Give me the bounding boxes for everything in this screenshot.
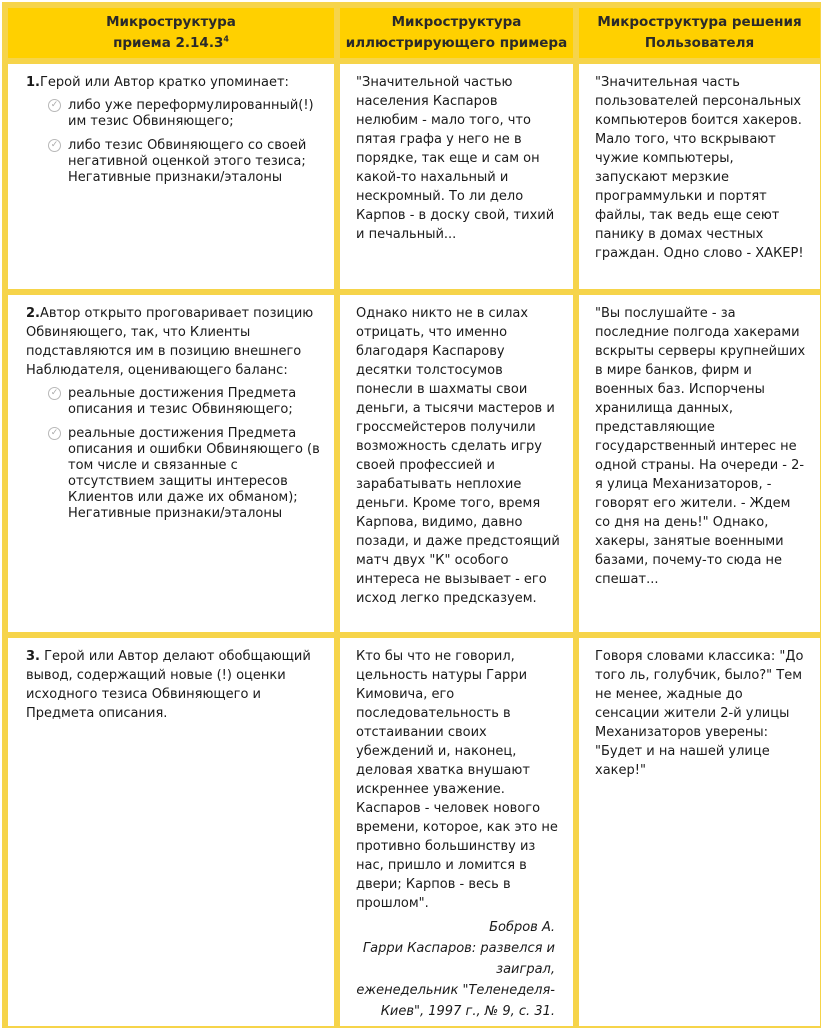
row2-example-cell [340, 295, 573, 632]
citation-line: заиграл, [496, 962, 555, 977]
row2-example-text: Однако никто не в силах отрицать, что именно благодаря Каспарову десятки толстосумов понесли в шахматы свои деньги, а тысячи мастеров и гроссмейстеров получили возможность сделать игру своей профессией и зарабатывать неплохие деньги. Кроме того, время Карпова, видимо, давно позади, и даже предстоящий матч двух "К" особого интереса не вызывает - его исход легко предсказуем. [356, 306, 560, 606]
row2-solution-text: "Вы послушайте - за последние полгода хакерами вскрыты серверы крупнейших в мире банков, фирм и военных баз. Испорчены хранилища данных, представляющие государственный интерес не одной страны. На очереди - 2-я улица Механизаторов, - говорят его жители. - Ждем со дня на день!" Однако, хакеры, занятые военными базами, почему-то сюда не спешат... [595, 306, 806, 587]
check-circle-icon: ✓ [48, 99, 61, 112]
header-col-solution [579, 8, 820, 58]
header-col-example [340, 8, 573, 58]
row1-example-cell [340, 64, 573, 289]
header-col3-line1: Микроструктура решения [597, 14, 802, 30]
row3-example-text: Кто бы что не говорил, цельность натуры Гарри Кимовича, его последовательность в отстаивании своих убеждений и, наконец, деловая хватка внушают искреннее уважение. Каспаров - человек нового времени, которое, как это не противно большинству из нас, пришло и ломится в двери; Карпов - весь в прошлом". [356, 649, 558, 911]
footnote-marker: 4 [223, 34, 229, 44]
check-circle-icon: ✓ [48, 139, 61, 152]
row3-solution-cell [579, 638, 820, 1026]
header-col1-line1: Микроструктура [106, 14, 236, 30]
row3-technique-cell [8, 638, 334, 1026]
list-item: ✓ реальные достижения Предмета описания и тезис Обвиняющего; [48, 386, 324, 418]
row1-solution-text: "Значительная часть пользователей персональных компьютеров боится хакеров. Мало того, что вскрывают чужие компьютеры, запускают мерзкие программульки и портят файлы, так ведь еще сеют панику в домах честных граждан. Одно слово - ХАКЕР! [595, 75, 804, 261]
citation-line: Гарри Каспаров: развелся и [362, 941, 555, 956]
header-col2-line2: иллюстрирующего примера [345, 35, 568, 51]
list-item: ✓ либо уже переформулированный(!) им тезис Обвиняющего; [48, 98, 324, 130]
row3-solution-text: Говоря словами классика: "До того ль, голубчик, было?" Тем не менее, жадные до сенсации жители 2-й улицы Механизаторов уверены: "Будет и на нашей улице хакер!" [595, 649, 804, 778]
row3-intro: 3. Герой или Автор делают обобщающий вывод, содержащий новые (!) оценки исходного тезиса Обвиняющего и Предмета описания. [26, 649, 311, 721]
row1-intro: 1.Герой или Автор кратко упоминает: [26, 75, 289, 90]
header-col1-line2: приема 2.14.3$^4$ [113, 34, 229, 51]
list-item: ✓ либо тезис Обвиняющего со своей негативной оценкой этого тезиса; Негативные признаки/эталоны [48, 138, 324, 186]
citation-line: Бобров А. [489, 920, 555, 935]
check-circle-icon: ✓ [48, 427, 61, 440]
list-item: ✓ реальные достижения Предмета описания и ошибки Обвиняющего (в том числе и связанные с отсутствием защиты интересов Клиентов или даже их обманом); Негативные признаки/эталоны [48, 426, 324, 522]
row2-solution-cell [579, 295, 820, 632]
table-frame [2, 2, 821, 1028]
row2-list [26, 386, 324, 522]
row1-solution-cell [579, 64, 820, 289]
check-circle-icon: ✓ [48, 387, 61, 400]
row2-intro: 2.Автор открыто проговаривает позицию Обвиняющего, так, что Клиенты подставляются им в позицию внешнего Наблюдателя, оценивающего баланс: [26, 306, 314, 378]
row1-list [26, 98, 324, 186]
row3-example-cell [340, 638, 573, 1026]
row1-technique-cell [8, 64, 334, 289]
header-col3-line2: Пользователя [644, 35, 755, 51]
header-col-technique [8, 8, 334, 58]
header-col2-line1: Микроструктура [391, 14, 522, 30]
citation-line: Киев", 1997 г., № 9, с. 31. [380, 1004, 555, 1019]
row2-technique-cell [8, 295, 334, 632]
citation-line: еженедельник "Теленеделя- [356, 983, 555, 998]
citation [356, 917, 561, 1022]
row1-example-text: "Значительной частью населения Каспаров нелюбим - мало того, что пятая графа у него не в порядке, так еще и сам он какой-то нахальный и нескромный. То ли дело Карпов - в доску свой, тихий и печальный... [356, 75, 555, 242]
